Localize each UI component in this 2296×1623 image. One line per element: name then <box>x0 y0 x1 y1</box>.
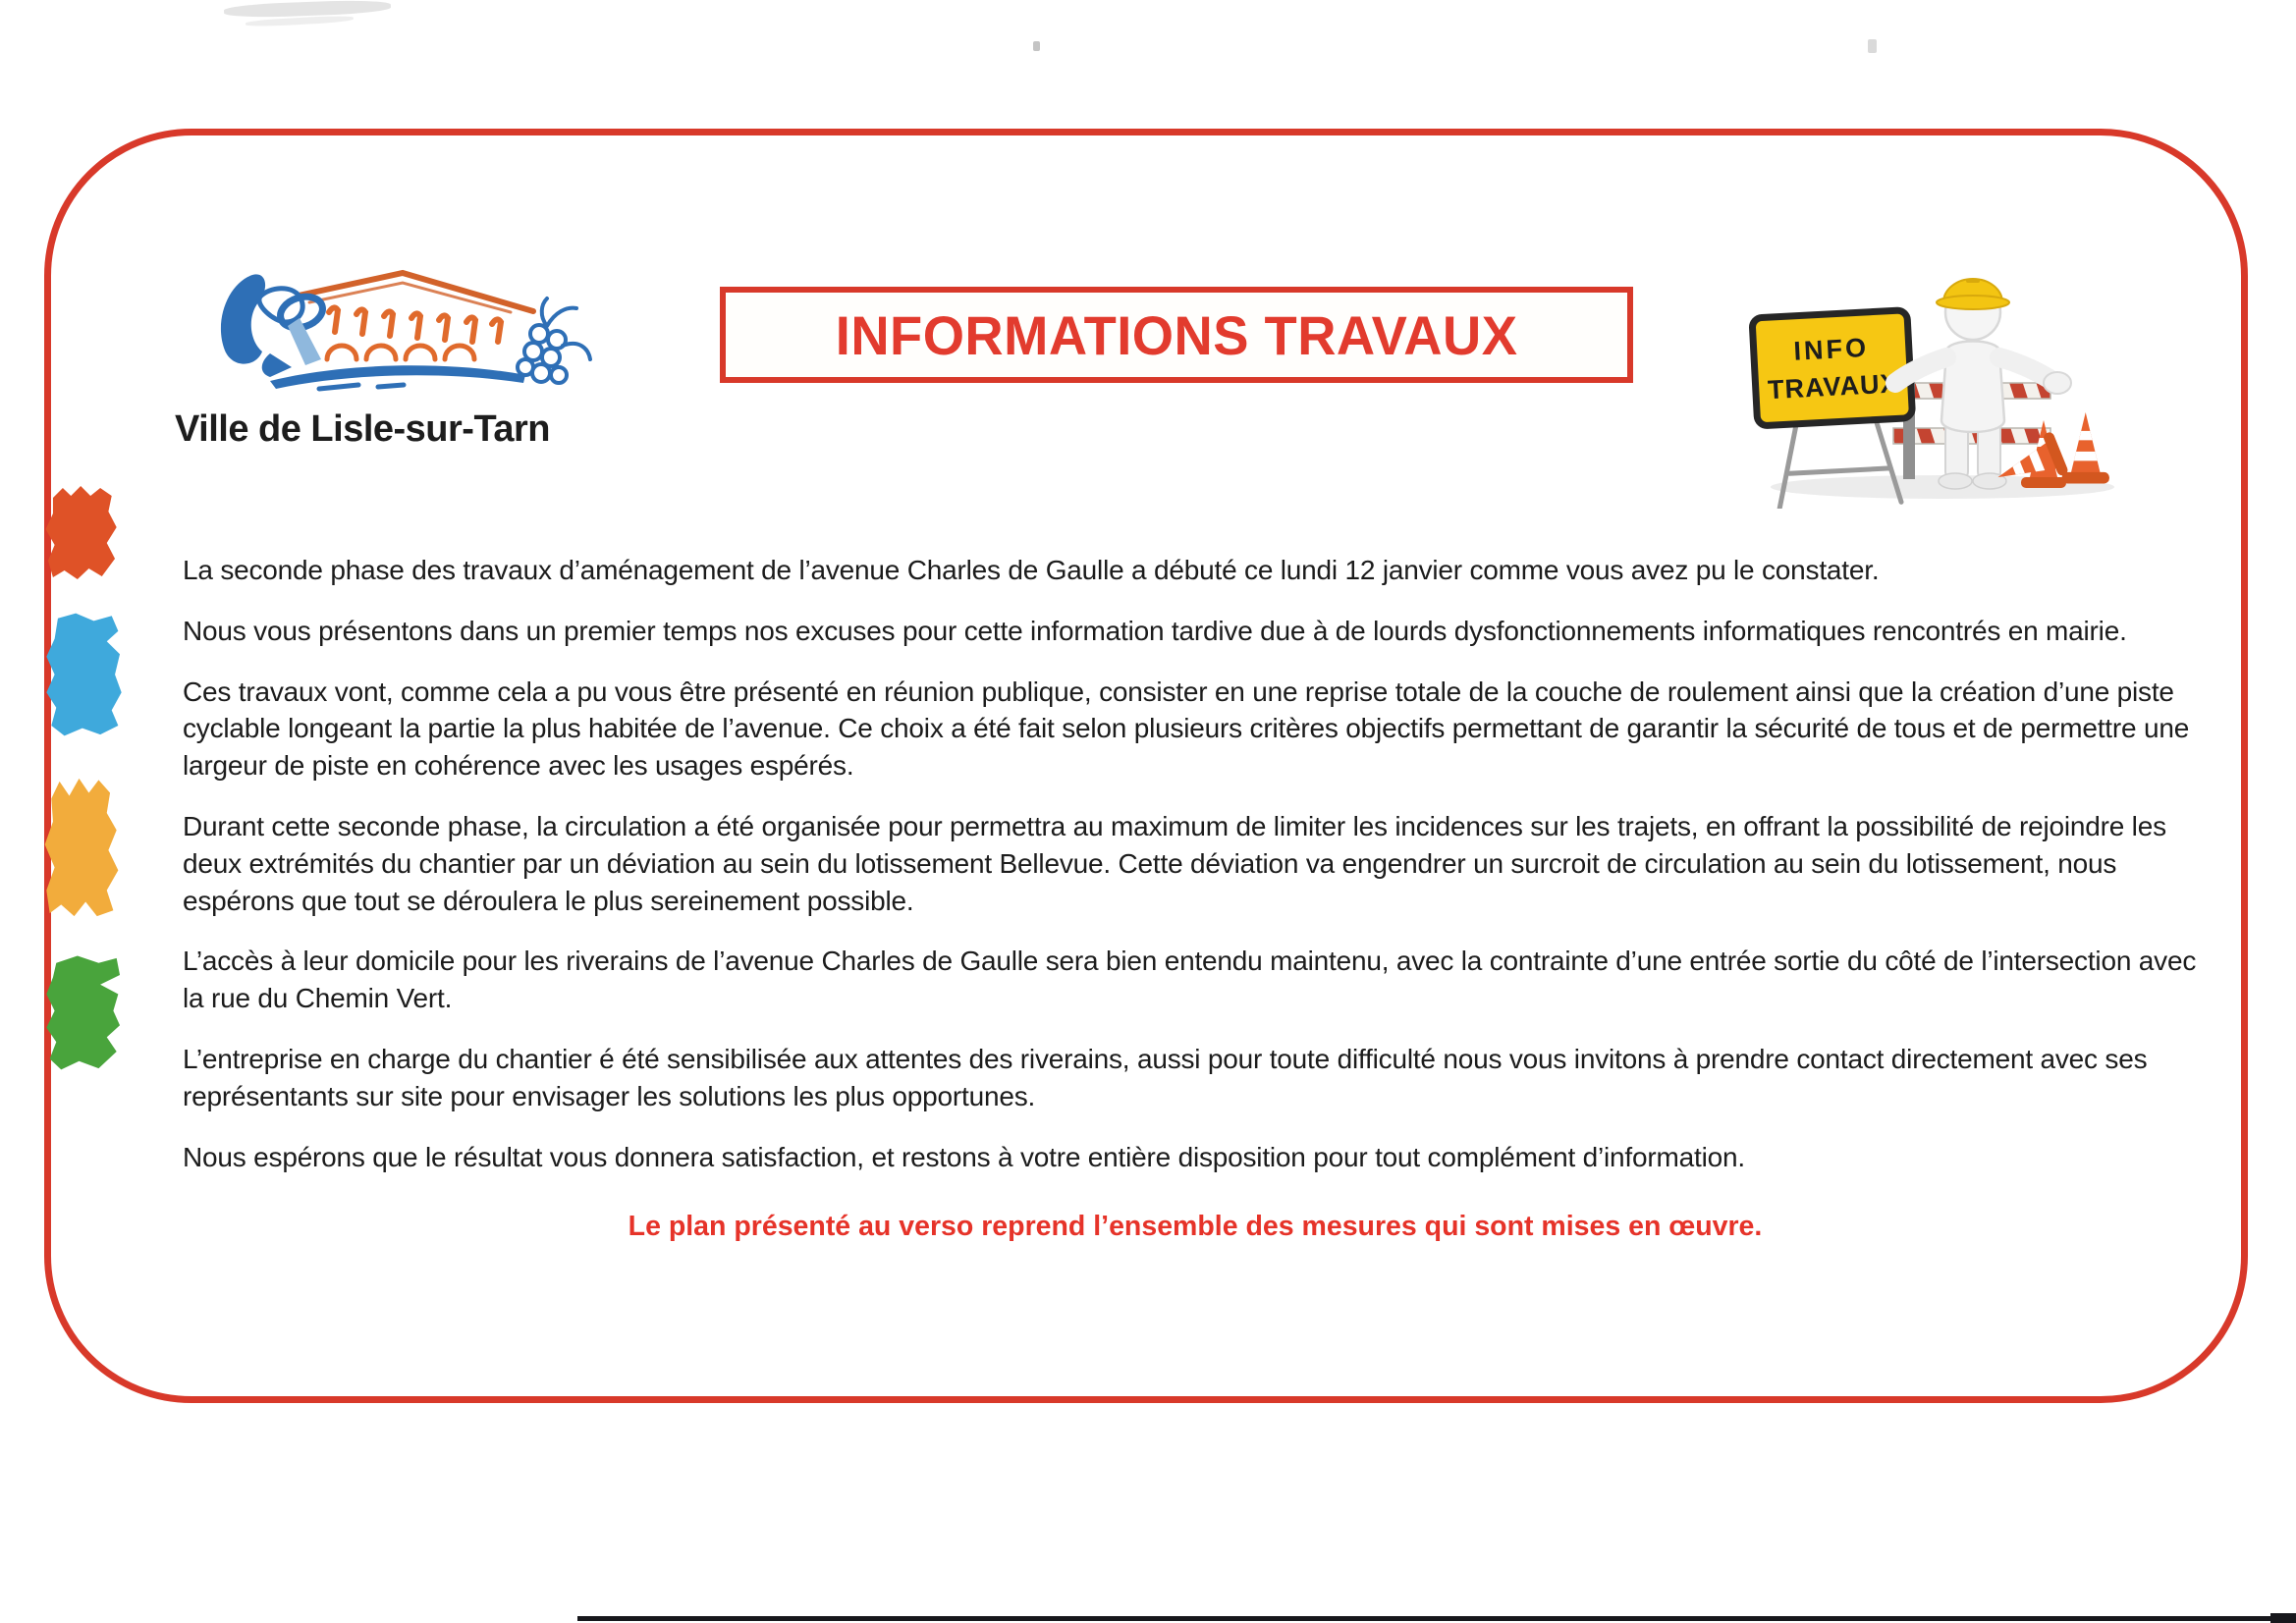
svg-text:TRAVAUX: TRAVAUX <box>1767 368 1900 406</box>
page-title: INFORMATIONS TRAVAUX <box>835 303 1518 366</box>
paragraph: Nous vous présentons dans un premier temps nos excuses pour cette information tardive due à de lourds dysfonctionnements informatiques rencontrés en mairie. <box>183 615 2127 646</box>
paragraph: La seconde phase des travaux d’aménagement de l’avenue Charles de Gaulle a débuté ce lundi 12 janvier comme vous avez pu le constater. <box>183 555 1880 585</box>
marker-swatch <box>43 484 125 582</box>
paragraph: Nous espérons que le résultat vous donnera satisfaction, et restons à votre entière disposition pour tout complément d’information. <box>183 1141 1745 1172</box>
roadworks-illustration <box>1746 234 2119 509</box>
paragraph: Ces travaux vont, comme cela a pu vous être présenté en réunion publique, consister en une reprise totale de la couche de roulement ainsi que la création d’une piste cyclable longeant la partie la plus habitée de l’avenue. Ce choix a été fait selon plusieurs critères objectifs permettant de garantir la sécurité de tous et de permettre une largeur de piste en cohérence avec les usages espérés. <box>183 676 2190 782</box>
scan-mark <box>1033 41 1040 51</box>
traffic-cone-icon <box>2062 412 2109 483</box>
paragraph: Durant cette seconde phase, la circulation a été organisée pour permettra au maximum de limiter les incidences sur les trajets, en offrant la possibilité de rejoindre les deux extrémités du chantier par un déviation au sein du lotissement Bellevue. Cette déviation va engendrer un surcroit de circulation au sein du lotissement, nous espérons que tout se déroulera le plus sereinement possible. <box>183 810 2166 916</box>
paragraph: L’accès à leur domicile pour les riverains de l’avenue Charles de Gaulle sera bien entendu maintenu, avec la contrainte d’une entrée sortie du côté de l’intersection avec la rue du Chemin Vert. <box>183 946 2197 1014</box>
highlight-note: Le plan présenté au verso reprend l’ensemble des mesures qui sont mises en œuvre. <box>628 1211 1763 1243</box>
scan-edge-artifact <box>577 1616 2296 1621</box>
marker-swatch <box>43 611 125 738</box>
scan-smudge <box>224 0 391 19</box>
title-box <box>720 287 1633 383</box>
scan-mark <box>1868 39 1877 53</box>
marker-swatch <box>43 953 125 1073</box>
paragraph: L’entreprise en charge du chantier é été sensibilisée aux attentes des riverains, aussi pour toute difficulté nous vous invitons à prendre contact directement avec ses représentants sur site pour envisager les solutions les plus opportunes. <box>183 1043 2148 1111</box>
body-text-column <box>183 552 2208 1243</box>
marker-swatch <box>43 776 125 919</box>
svg-text:INFO: INFO <box>1792 332 1870 366</box>
logo-caption: Ville de Lisle-sur-Tarn <box>175 408 550 450</box>
town-logo-icon <box>201 257 614 405</box>
